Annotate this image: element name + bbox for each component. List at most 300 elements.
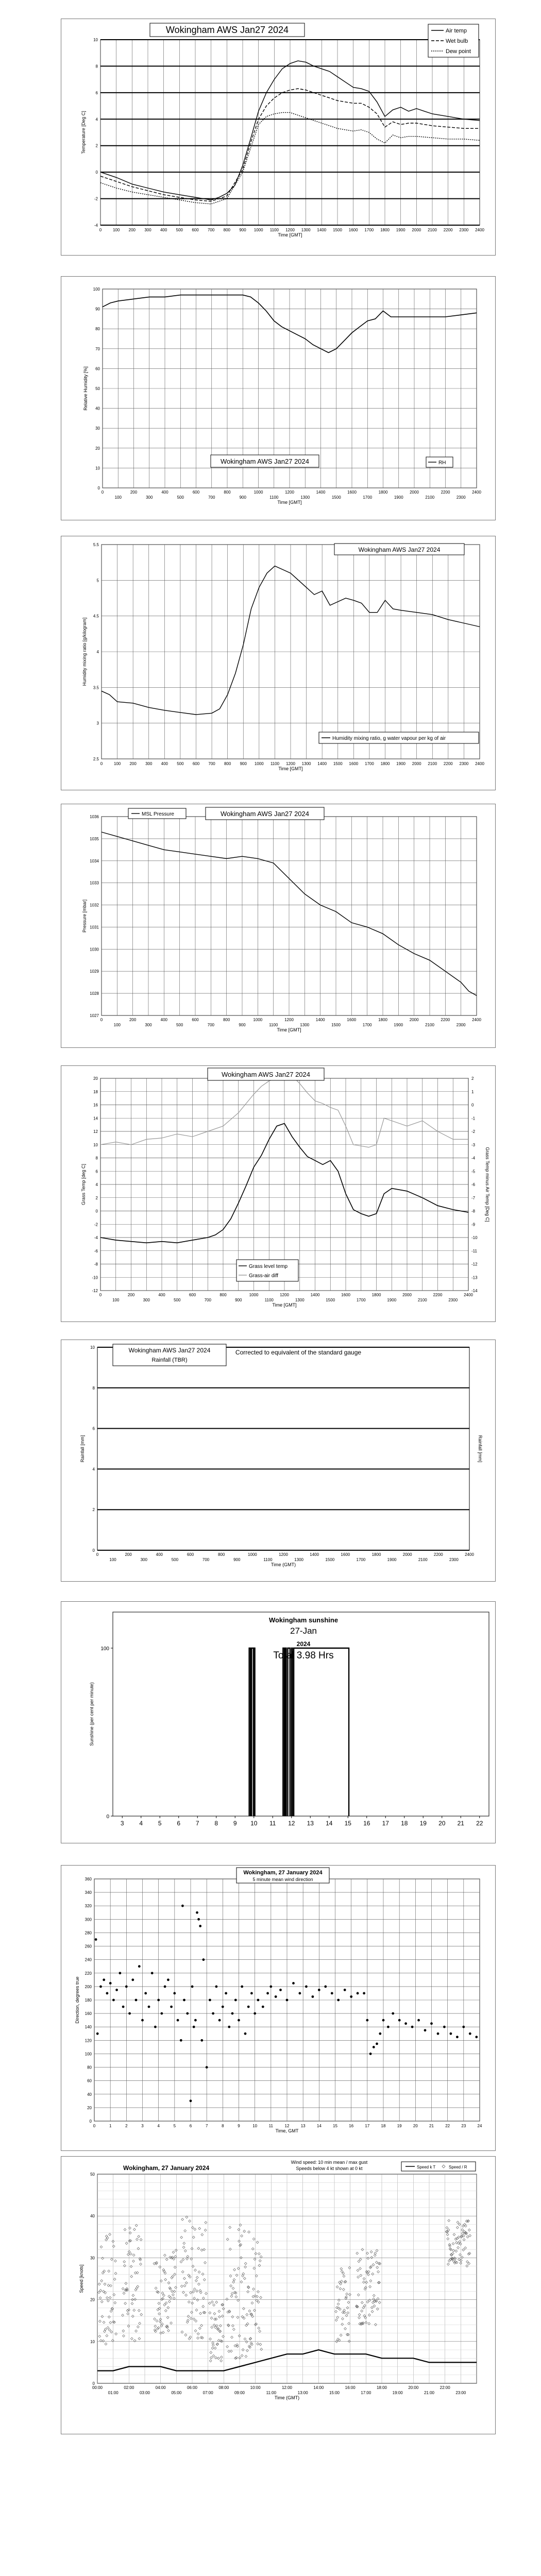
x-tick-label: 1400 [310,1293,320,1297]
wind-direction-point [266,1992,269,1995]
x-tick-label: 1200 [285,228,295,232]
y-tick-label-right: -12 [471,1262,478,1267]
x-tick-label: 21 [429,2124,434,2128]
y-tick-label: -4 [94,223,98,228]
wind-direction-point [125,1986,128,1988]
wind-direction-point [225,1992,227,1995]
x-tick-label: 1 [109,2124,112,2128]
y-tick-label: -2 [94,1222,98,1227]
x-tick-label: 600 [192,490,200,495]
x-tick-label: 2100 [425,495,435,500]
wind-direction-point [170,2006,173,2008]
x-tick-label: 1500 [333,228,342,232]
y-tick-label: 40 [90,2214,95,2219]
y-tick-label: 3 [96,721,99,726]
wind-direction-point [363,1992,365,1995]
wind-direction-point [119,1972,122,1974]
x-tick-label: 1500 [331,1023,341,1027]
wind-direction-point [148,2006,150,2008]
wind-direction-point [196,1911,198,1914]
chart-note: Speeds below 4 kt shown at 0 kt [296,2166,363,2171]
wind-direction-point [96,2032,99,2035]
y-axis-label-right: Grass Temp minus Air Temp [Deg C] [485,1147,490,1222]
y-tick-label: 0 [95,1209,98,1214]
x-tick-label: 700 [208,761,215,766]
x-tick-label: 600 [192,1018,199,1022]
y-tick-label: 140 [84,2025,92,2030]
legend-entry: Grass-air diff [249,1273,279,1279]
x-tick-label: 100 [112,1298,120,1302]
y-tick-label: 1032 [90,903,99,908]
x-axis-label: Time, GMT [275,2128,299,2133]
wind-speed-chart [61,2157,495,2434]
x-tick-label: 1300 [295,1298,305,1302]
chart-title: Wokingham, 27 January 2024 [123,2164,210,2172]
y-tick-label: 8 [95,64,98,69]
y-tick-label: 80 [95,327,100,332]
x-tick-label: 1600 [348,228,358,232]
wind-direction-point [411,2026,414,2028]
x-tick-label: 1700 [363,495,373,500]
y-tick-label: 300 [84,1917,92,1922]
wind-direction-point [257,1999,260,2002]
wind-direction-point [173,1992,176,1995]
x-tick-label: 900 [239,495,246,500]
y-tick-label: 220 [84,1971,92,1976]
wind-direction-point [103,1978,105,1981]
x-tick-label: 2000 [412,761,421,766]
x-tick-label: 1200 [284,1018,294,1022]
x-tick-label: 23:00 [455,2391,466,2395]
x-tick-label: 2400 [475,761,484,766]
chart-title: Wokingham, 27 January 2024 [243,1870,323,1876]
wind-direction-point [398,2019,401,2022]
legend-entry: MSL Pressure [142,811,174,817]
x-axis-label: Time (GMT) [270,1562,296,1567]
x-tick-label: 5 [158,1820,162,1827]
chart-title: Wokingham AWS Jan27 2024 [358,546,441,553]
wind-direction-point [234,1999,237,2002]
temperature-chart [61,19,495,255]
wind-direction-point [197,1918,200,1921]
x-tick-label: 22 [445,2124,450,2128]
legend-entry: Speed k T [417,2165,436,2170]
y-tick-label-right: -8 [471,1209,476,1214]
y-tick-label: 0 [106,1814,109,1820]
wind-direction-point [366,2019,368,2022]
x-tick-label: 8 [214,1820,218,1827]
x-tick-label: 600 [192,228,199,232]
y-tick-label: 10 [95,466,100,471]
x-tick-label: 2200 [433,1552,443,1557]
x-tick-label: 1900 [396,761,405,766]
wind-direction-point [212,2012,214,2015]
x-axis-label: Time [GMT] [277,500,302,505]
y-tick-label: 100 [100,1646,109,1652]
y-tick-label: 0 [97,486,100,490]
wind-direction-point [135,1999,138,2002]
x-tick-label: 2400 [472,490,481,495]
wind-direction-point [430,2022,433,2025]
y-tick-label: 50 [95,386,100,391]
x-tick-label: 800 [223,1018,230,1022]
y-tick-label-right: -5 [471,1169,476,1174]
y-tick-label: 1028 [90,991,99,996]
x-tick-label: 500 [177,761,184,766]
x-tick-label: 300 [145,761,153,766]
x-tick-label: 11:00 [266,2391,277,2395]
y-tick-label: 120 [84,2038,92,2043]
y-axis-label: Direction, degrees true [75,1976,80,2024]
legend-entry: Wet bulb [446,38,468,44]
x-tick-label: 2000 [409,1018,419,1022]
x-tick-label: 300 [140,1557,147,1562]
x-tick-label: 1700 [362,1023,372,1027]
x-tick-label: 2200 [443,228,453,232]
wind-direction-point [181,1905,184,1907]
y-tick-label: -6 [94,1248,98,1253]
x-tick-label: 10 [252,2124,258,2128]
mixing-ratio-chart-panel [61,536,496,790]
x-tick-label: 1600 [341,1552,350,1557]
y-tick-label: 40 [87,2092,92,2097]
x-tick-label: 900 [233,1557,241,1562]
legend-entry: RH [438,460,446,466]
x-tick-label: 21:00 [424,2391,435,2395]
x-tick-label: 600 [187,1552,194,1557]
y-tick-label: 200 [84,1984,92,1989]
x-tick-label: 0 [96,1552,99,1557]
x-tick-label: 00:00 [92,2385,103,2390]
wind-direction-point [424,2029,427,2031]
x-tick-label: 0 [100,761,103,766]
x-tick-label: 10:00 [250,2385,261,2390]
x-tick-label: 1200 [279,1552,288,1557]
wind-direction-point [462,2026,465,2028]
y-tick-label: 6 [92,1426,95,1431]
x-tick-label: 200 [129,1018,137,1022]
y-tick-label: 20 [93,1076,98,1081]
x-tick-label: 2200 [433,1293,443,1297]
chart-title: Wokingham AWS Jan27 2024 [165,25,289,35]
x-tick-label: 400 [161,490,168,495]
y-tick-label: -10 [92,1275,98,1280]
x-tick-label: 1700 [365,761,374,766]
x-tick-label: 1100 [269,1023,278,1027]
x-tick-label: 1800 [380,228,390,232]
legend-entry: Grass level temp [249,1264,288,1269]
y-axis-label: Rainfall [mm] [80,1435,85,1463]
x-tick-label: 1100 [270,761,280,766]
x-tick-label: 700 [202,1557,210,1562]
x-tick-label: 900 [240,761,247,766]
y-tick-label: 2 [95,143,98,148]
wind-direction-point [222,2006,224,2008]
x-tick-label: 800 [223,228,231,232]
grass-temp-chart-panel [61,1065,496,1322]
x-tick-label: 200 [130,490,138,495]
x-tick-label: 18 [381,2124,386,2128]
y-tick-label: 1031 [90,925,99,930]
wind-direction-point [191,1986,194,1988]
x-tick-label: 22 [476,1820,483,1827]
wind-direction-point [392,2012,394,2015]
x-tick-label: 400 [160,228,167,232]
x-tick-label: 1300 [294,1557,303,1562]
x-tick-label: 5 [173,2124,176,2128]
sunshine-bar [254,1648,255,1816]
y-tick-label: 40 [95,406,100,411]
wind-direction-point [417,2019,420,2022]
chart-title: Wokingham AWS Jan27 2024 [221,457,309,465]
wind-direction-point [161,2012,163,2015]
x-tick-label: 1400 [316,490,326,495]
wind-direction-point [228,2026,230,2028]
wind-direction-point [154,2026,157,2028]
wind-direction-point [177,2019,179,2022]
sunshine-bar [292,1648,293,1816]
wind-direction-point [157,1999,160,2002]
y-tick-label: 0 [92,1548,95,1553]
wind-direction-point [115,1989,118,1991]
x-tick-label: 19:00 [392,2391,403,2395]
y-tick-label: 1027 [90,1013,99,1018]
x-tick-label: 18 [401,1820,408,1827]
wind-direction-point [128,2012,131,2015]
wind-direction-chart [61,1866,495,2150]
wind-direction-point [241,1986,243,1988]
plot-area [97,1347,469,1550]
wind-direction-point [387,2026,390,2028]
rainfall-chart [61,1340,495,1581]
x-tick-label: 20 [413,2124,418,2128]
x-tick-label: 2300 [448,1298,458,1302]
x-tick-label: 1900 [394,1023,403,1027]
x-tick-label: 10 [250,1820,258,1827]
chart-title: Wokingham AWS Jan27 2024 [221,810,309,818]
x-tick-label: 2300 [456,495,466,500]
x-tick-label: 1300 [300,495,310,500]
wind-direction-point [269,1986,272,1988]
wind-direction-chart-panel [61,1865,496,2151]
wind-direction-point [106,1992,109,1995]
wind-direction-point [99,1986,102,1988]
x-tick-label: 05:00 [171,2391,182,2395]
x-tick-label: 500 [176,1023,183,1027]
wind-direction-point [475,2036,478,2038]
y-tick-label: 90 [95,307,100,312]
x-axis-label: Time [GMT] [278,766,303,771]
wind-direction-point [443,2026,446,2028]
y-tick-label: 30 [90,2256,95,2261]
y-tick-label: 50 [90,2172,95,2177]
x-tick-label: 15 [344,1820,351,1827]
wind-direction-point [167,1978,170,1981]
x-tick-label: 13:00 [297,2391,308,2395]
y-tick-label: 10 [93,1142,98,1147]
x-axis-label: Time (GMT) [274,2395,300,2400]
wind-direction-point [202,1958,205,1961]
x-tick-label: 700 [204,1298,211,1302]
x-tick-label: 500 [177,495,184,500]
x-tick-label: 100 [113,1023,121,1027]
wind-direction-point [312,1995,314,1998]
x-tick-label: 13 [307,1820,314,1827]
x-tick-label: 6 [189,2124,192,2128]
x-tick-label: 1600 [347,490,357,495]
x-tick-label: 1400 [315,1018,325,1022]
x-tick-label: 1500 [333,761,343,766]
wind-direction-point [200,2039,203,2042]
y-tick-label-right: -7 [471,1195,476,1200]
wind-direction-point [250,1992,253,1995]
wind-direction-point [112,1999,115,2002]
wind-direction-point [344,1989,346,1991]
y-tick-label: 10 [90,1345,95,1350]
x-tick-label: 1300 [301,761,311,766]
x-tick-label: 11 [268,2124,273,2128]
wind-direction-point [262,2006,264,2008]
y-tick-label: 2.5 [93,757,99,761]
x-tick-label: 100 [112,228,120,232]
x-tick-label: 2400 [472,1018,481,1022]
x-tick-label: 14:00 [313,2385,324,2390]
y-tick-label: 10 [93,38,98,42]
wind-direction-point [193,2026,195,2028]
x-tick-label: 7 [205,2124,208,2128]
wind-direction-point [215,1986,218,1988]
legend-entry: Air temp [446,28,467,34]
x-tick-label: 8 [222,2124,224,2128]
x-tick-label: 15:00 [329,2391,340,2395]
x-tick-label: 1700 [356,1298,366,1302]
y-tick-label: 30 [95,426,100,431]
wind-direction-point [199,1925,201,1927]
humidity-chart-panel [61,276,496,520]
y-tick-label: 1035 [90,836,99,841]
y-tick-label: 0 [95,170,98,175]
x-tick-label: 900 [235,1298,242,1302]
wind-direction-point [357,1992,359,1995]
wind-direction-point [286,1999,289,2002]
sunshine-bar [285,1648,286,1816]
y-axis-label: Pressure [mbar] [82,899,87,933]
y-tick-label: 14 [93,1116,98,1121]
y-tick-label: 320 [84,1904,92,1909]
x-tick-label: 14 [326,1820,333,1827]
y-tick-label: 0 [92,2381,95,2386]
x-tick-label: 1300 [300,1023,310,1027]
x-tick-label: 300 [145,1023,152,1027]
x-tick-label: 400 [161,761,168,766]
x-tick-label: 07:00 [202,2391,213,2395]
x-tick-label: 300 [144,228,151,232]
x-tick-label: 400 [160,1018,168,1022]
x-tick-label: 17:00 [361,2391,371,2395]
x-tick-label: 09:00 [234,2391,245,2395]
x-axis-label: Time [GMT] [277,1027,301,1032]
pressure-chart-panel [61,804,496,1048]
mixing-ratio-chart [61,536,495,790]
x-tick-label: 2300 [459,228,469,232]
wind-direction-point [324,1986,327,1988]
x-tick-label: 1000 [249,1293,259,1297]
y-tick-label-right: -13 [471,1275,478,1280]
y-tick-label-right: -3 [471,1142,476,1147]
y-tick-label-right: -6 [471,1182,476,1187]
y-tick-label-right: 2 [471,1076,474,1081]
x-tick-label: 7 [195,1820,199,1827]
wind-direction-point [183,1999,185,2002]
x-tick-label: 14 [316,2124,322,2128]
x-tick-label: 6 [177,1820,181,1827]
x-tick-label: 800 [217,1552,225,1557]
x-tick-label: 500 [176,228,183,232]
x-tick-label: 0 [93,2124,96,2128]
x-tick-label: 2000 [402,1552,412,1557]
x-tick-label: 2000 [402,1293,412,1297]
x-tick-label: 400 [156,1552,163,1557]
x-tick-label: 9 [233,1820,237,1827]
y-tick-label: 2 [92,1507,95,1513]
x-tick-label: 2300 [459,761,469,766]
x-tick-label: 12:00 [281,2385,293,2390]
y-tick-label: 4 [95,117,98,122]
wind-direction-point [238,2019,240,2022]
chart-subtitle: 5 minute mean wind direction [252,1877,313,1882]
y-tick-label: 3.5 [93,685,99,690]
y-tick-label: 260 [84,1944,92,1949]
x-tick-label: 1000 [253,490,263,495]
y-tick-label: 240 [84,1957,92,1962]
wind-direction-point [218,2019,221,2022]
sunshine-total: Total 3.98 Hrs [273,1650,334,1661]
wind-direction-point [331,1992,333,1995]
x-tick-label: 4 [139,1820,143,1827]
wind-direction-point [122,2006,125,2008]
wind-direction-point [337,1999,340,2002]
x-tick-label: 2100 [418,1557,428,1562]
wind-direction-point [180,2039,182,2042]
x-tick-label: 1200 [285,490,294,495]
x-tick-label: 500 [174,1298,181,1302]
wind-direction-point [373,2046,375,2048]
y-tick-label: 6 [95,90,98,95]
y-tick-label-right: -9 [471,1222,476,1227]
x-tick-label: 2400 [464,1293,473,1297]
x-tick-label: 500 [171,1557,179,1562]
wind-direction-point [138,1965,141,1968]
x-tick-label: 600 [189,1293,196,1297]
x-tick-label: 1900 [394,495,403,500]
x-tick-label: 1000 [247,1552,257,1557]
y-tick-label: 4.5 [93,614,99,619]
legend-entry: Humidity mixing ratio, g water vapour per kg of air [332,736,446,741]
x-tick-label: 22:00 [439,2385,450,2390]
y-tick-label-right: 1 [471,1089,474,1094]
x-tick-label: 0 [99,228,102,232]
x-tick-label: 19 [397,2124,402,2128]
x-tick-label: 600 [192,761,200,766]
x-tick-label: 16:00 [345,2385,356,2390]
x-tick-label: 12 [288,1820,295,1827]
y-tick-label: 100 [84,2052,92,2057]
x-tick-label: 900 [239,1023,246,1027]
humidity-chart [61,277,495,520]
chart-title: Wokingham AWS Jan27 2024 [222,1071,310,1078]
wind-direction-point [186,2012,189,2015]
y-tick-label: 360 [84,1877,92,1882]
